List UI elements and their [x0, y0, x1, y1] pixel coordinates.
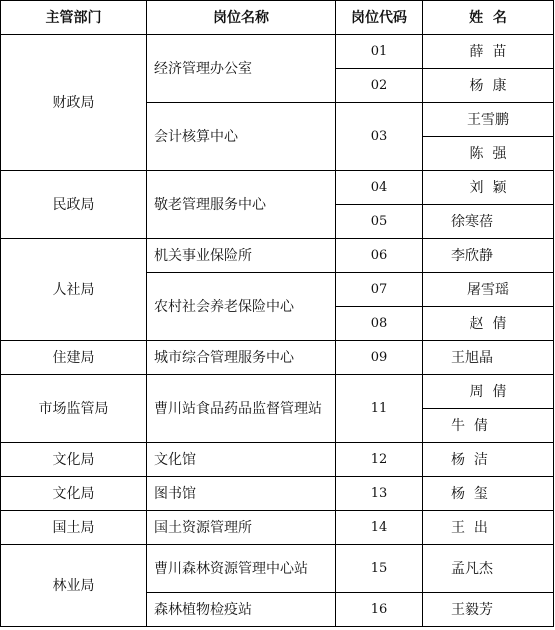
- dept-cell: 财政局: [1, 35, 147, 171]
- code-cell: 02: [336, 69, 423, 103]
- position-cell: 森林植物检疫站: [147, 593, 336, 627]
- code-cell: 01: [336, 35, 423, 69]
- code-cell: 15: [336, 545, 423, 593]
- name-cell: 王毅芳: [423, 593, 554, 627]
- name-cell: 王雪鹏: [423, 103, 554, 137]
- position-cell: 曹川森林资源管理中心站: [147, 545, 336, 593]
- header-position: 岗位名称: [147, 1, 336, 35]
- code-cell: 08: [336, 307, 423, 341]
- name-cell: 刘 颖: [423, 171, 554, 205]
- name-cell: 牛 倩: [423, 409, 554, 443]
- name-cell: 徐寒蓓: [423, 205, 554, 239]
- header-row: [1, 1, 554, 35]
- dept-cell: 国土局: [1, 511, 147, 545]
- name-cell: 孟凡杰: [423, 545, 554, 593]
- dept-cell: 文化局: [1, 443, 147, 477]
- table-row: [1, 477, 554, 511]
- dept-cell: 市场监管局: [1, 375, 147, 443]
- position-cell: 图书馆: [147, 477, 336, 511]
- dept-cell: 住建局: [1, 341, 147, 375]
- position-cell: 会计核算中心: [147, 103, 336, 171]
- name-cell: 王旭晶: [423, 341, 554, 375]
- name-cell: 薛 苗: [423, 35, 554, 69]
- name-cell: 周 倩: [423, 375, 554, 409]
- code-cell: 03: [336, 103, 423, 171]
- code-cell: 13: [336, 477, 423, 511]
- table-row: [1, 511, 554, 545]
- header-name: 姓 名: [423, 1, 554, 35]
- position-cell: 敬老管理服务中心: [147, 171, 336, 239]
- position-cell: 曹川站食品药品监督管理站: [147, 375, 336, 443]
- table-row: [1, 443, 554, 477]
- dept-cell: 人社局: [1, 239, 147, 341]
- position-cell: 机关事业保险所: [147, 239, 336, 273]
- name-cell: 李欣静: [423, 239, 554, 273]
- name-cell: 屠雪瑶: [423, 273, 554, 307]
- code-cell: 04: [336, 171, 423, 205]
- table-row: [1, 239, 554, 273]
- table-row: [1, 545, 554, 593]
- position-cell: 城市综合管理服务中心: [147, 341, 336, 375]
- code-cell: 05: [336, 205, 423, 239]
- name-cell: 杨 康: [423, 69, 554, 103]
- name-cell: 杨 洁: [423, 443, 554, 477]
- code-cell: 07: [336, 273, 423, 307]
- table-row: [1, 171, 554, 205]
- position-cell: 国土资源管理所: [147, 511, 336, 545]
- code-cell: 06: [336, 239, 423, 273]
- name-cell: 杨 玺: [423, 477, 554, 511]
- dept-cell: 民政局: [1, 171, 147, 239]
- name-cell: 王 出: [423, 511, 554, 545]
- table-row: [1, 375, 554, 409]
- position-cell: 农村社会养老保险中心: [147, 273, 336, 341]
- code-cell: 09: [336, 341, 423, 375]
- code-cell: 11: [336, 375, 423, 443]
- dept-cell: 林业局: [1, 545, 147, 627]
- table-row: [1, 341, 554, 375]
- name-cell: 陈 强: [423, 137, 554, 171]
- header-dept: 主管部门: [1, 1, 147, 35]
- code-cell: 12: [336, 443, 423, 477]
- header-code: 岗位代码: [336, 1, 423, 35]
- code-cell: 14: [336, 511, 423, 545]
- name-cell: 赵 倩: [423, 307, 554, 341]
- dept-cell: 文化局: [1, 477, 147, 511]
- code-cell: 16: [336, 593, 423, 627]
- position-cell: 文化馆: [147, 443, 336, 477]
- position-cell: 经济管理办公室: [147, 35, 336, 103]
- table-row: [1, 35, 554, 69]
